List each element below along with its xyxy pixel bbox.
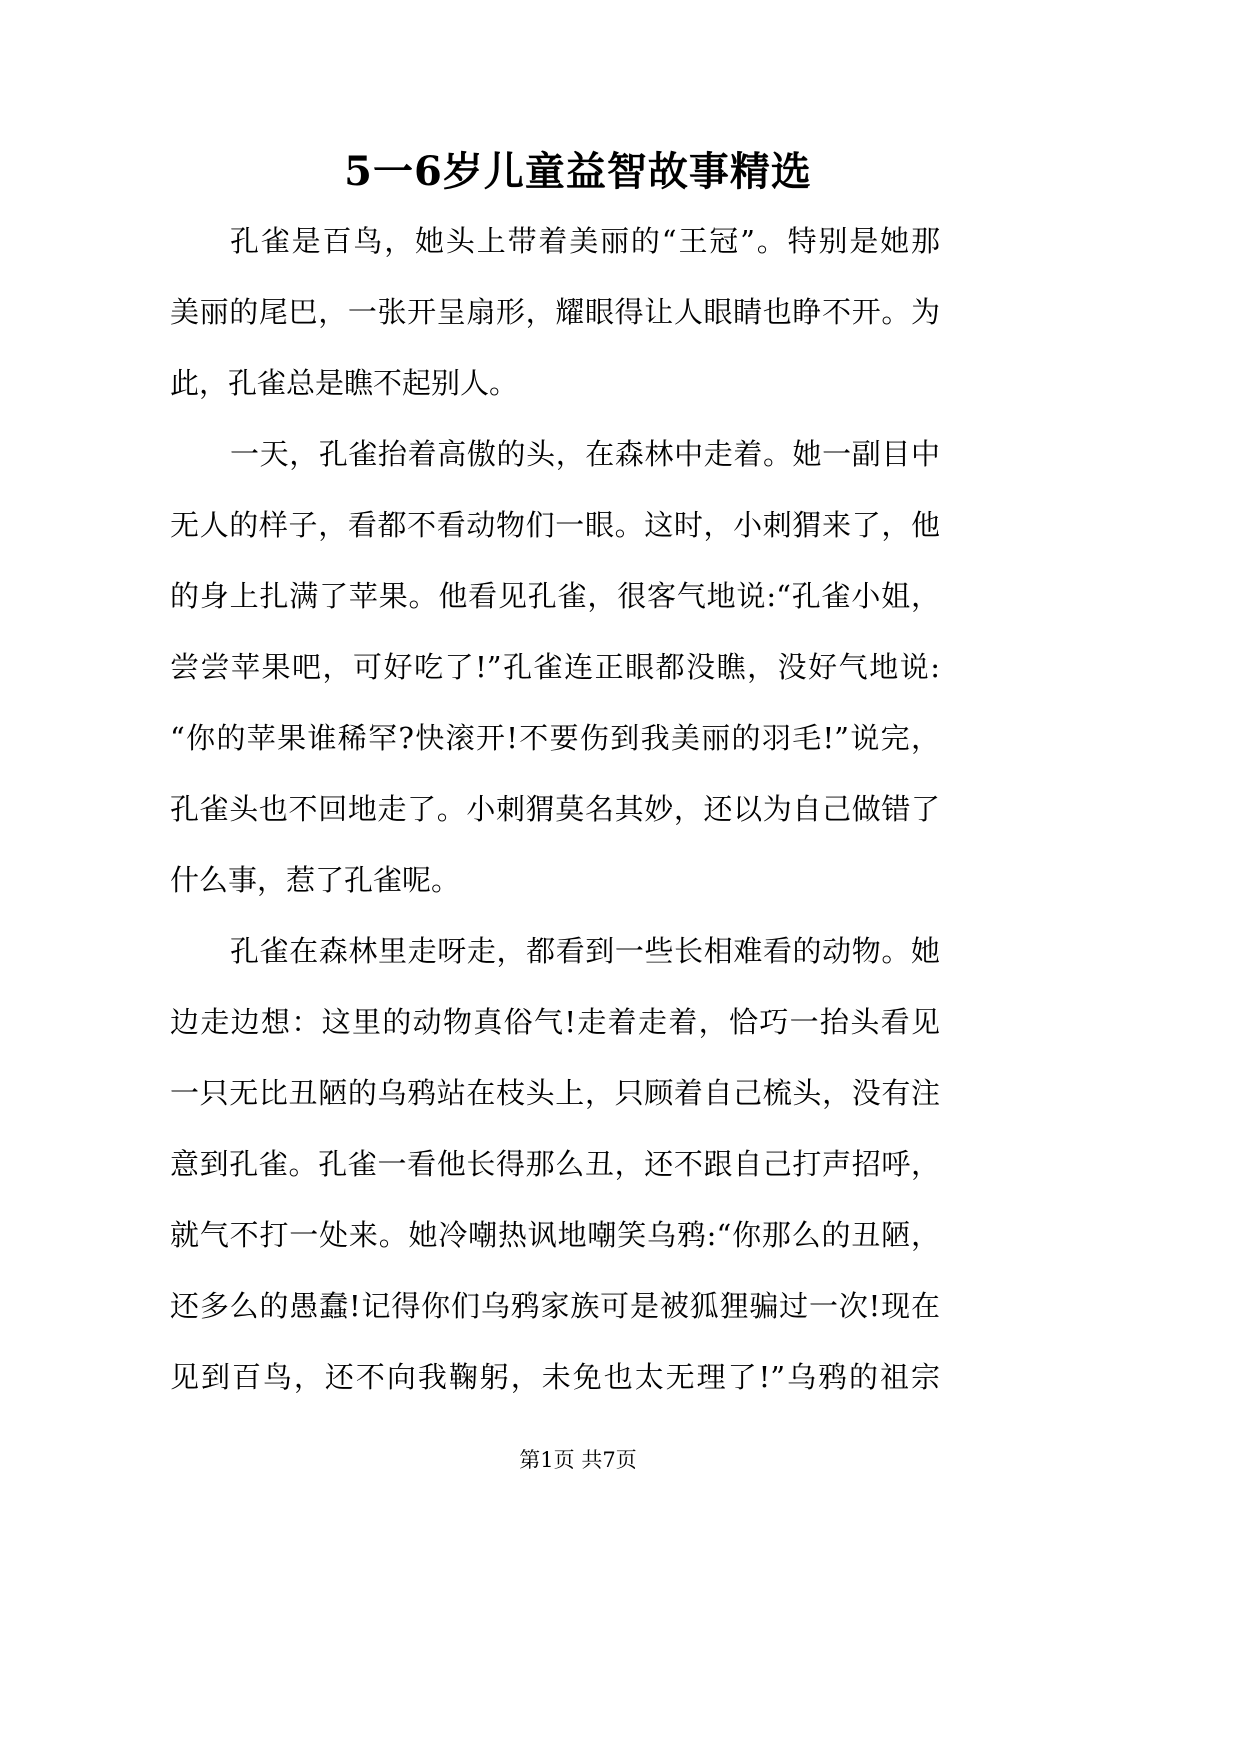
paragraph-line: 边走边想：这里的动物真俗气!走着走着，恰巧一抬头看见	[170, 1005, 940, 1039]
paragraph-line: 孔雀是百鸟，她头上带着美丽的“王冠”。特别是她那	[230, 224, 940, 258]
paragraph-line: 美丽的尾巴，一张开呈扇形，耀眼得让人眼睛也睁不开。为	[170, 295, 940, 329]
paragraph-line: 的身上扎满了苹果。他看见孔雀，很客气地说:“孔雀小姐，	[170, 579, 940, 613]
document-body	[170, 206, 940, 1413]
paragraph-1	[170, 206, 940, 419]
paragraph-line: 一只无比丑陋的乌鸦站在枝头上，只顾着自己梳头，没有注	[170, 1076, 940, 1110]
paragraph-line: 孔雀头也不回地走了。小刺猬莫名其妙，还以为自己做错了	[170, 792, 940, 826]
paragraph-line: 孔雀在森林里走呀走，都看到一些长相难看的动物。她	[230, 934, 940, 968]
paragraph-3	[170, 916, 940, 1413]
page-number-footer: 第1页 共7页	[519, 1448, 637, 1472]
paragraph-line: 什么事，惹了孔雀呢。	[170, 863, 461, 897]
paragraph-line: 尝尝苹果吧，可好吃了!”孔雀连正眼都没瞧，没好气地说:	[170, 650, 940, 684]
paragraph-line: 无人的样子，看都不看动物们一眼。这时，小刺猬来了，他	[170, 508, 940, 542]
paragraph-line: 一天，孔雀抬着高傲的头，在森林中走着。她一副目中	[230, 437, 940, 471]
paragraph-line: 见到百鸟，还不向我鞠躬，未免也太无理了!”乌鸦的祖宗	[170, 1360, 940, 1394]
paragraph-line: 就气不打一处来。她冷嘲热讽地嘲笑乌鸦:“你那么的丑陋，	[170, 1218, 940, 1252]
paragraph-line: 还多么的愚蠢!记得你们乌鸦家族可是被狐狸骗过一次!现在	[170, 1289, 940, 1323]
paragraph-line: “你的苹果谁稀罕?快滚开!不要伤到我美丽的羽毛!”说完，	[170, 721, 940, 755]
document-title: 5一6岁儿童益智故事精选	[344, 148, 812, 195]
paragraph-line: 意到孔雀。孔雀一看他长得那么丑，还不跟自己打声招呼，	[170, 1147, 940, 1181]
paragraph-line: 此，孔雀总是瞧不起别人。	[170, 366, 519, 400]
paragraph-2	[170, 419, 940, 916]
